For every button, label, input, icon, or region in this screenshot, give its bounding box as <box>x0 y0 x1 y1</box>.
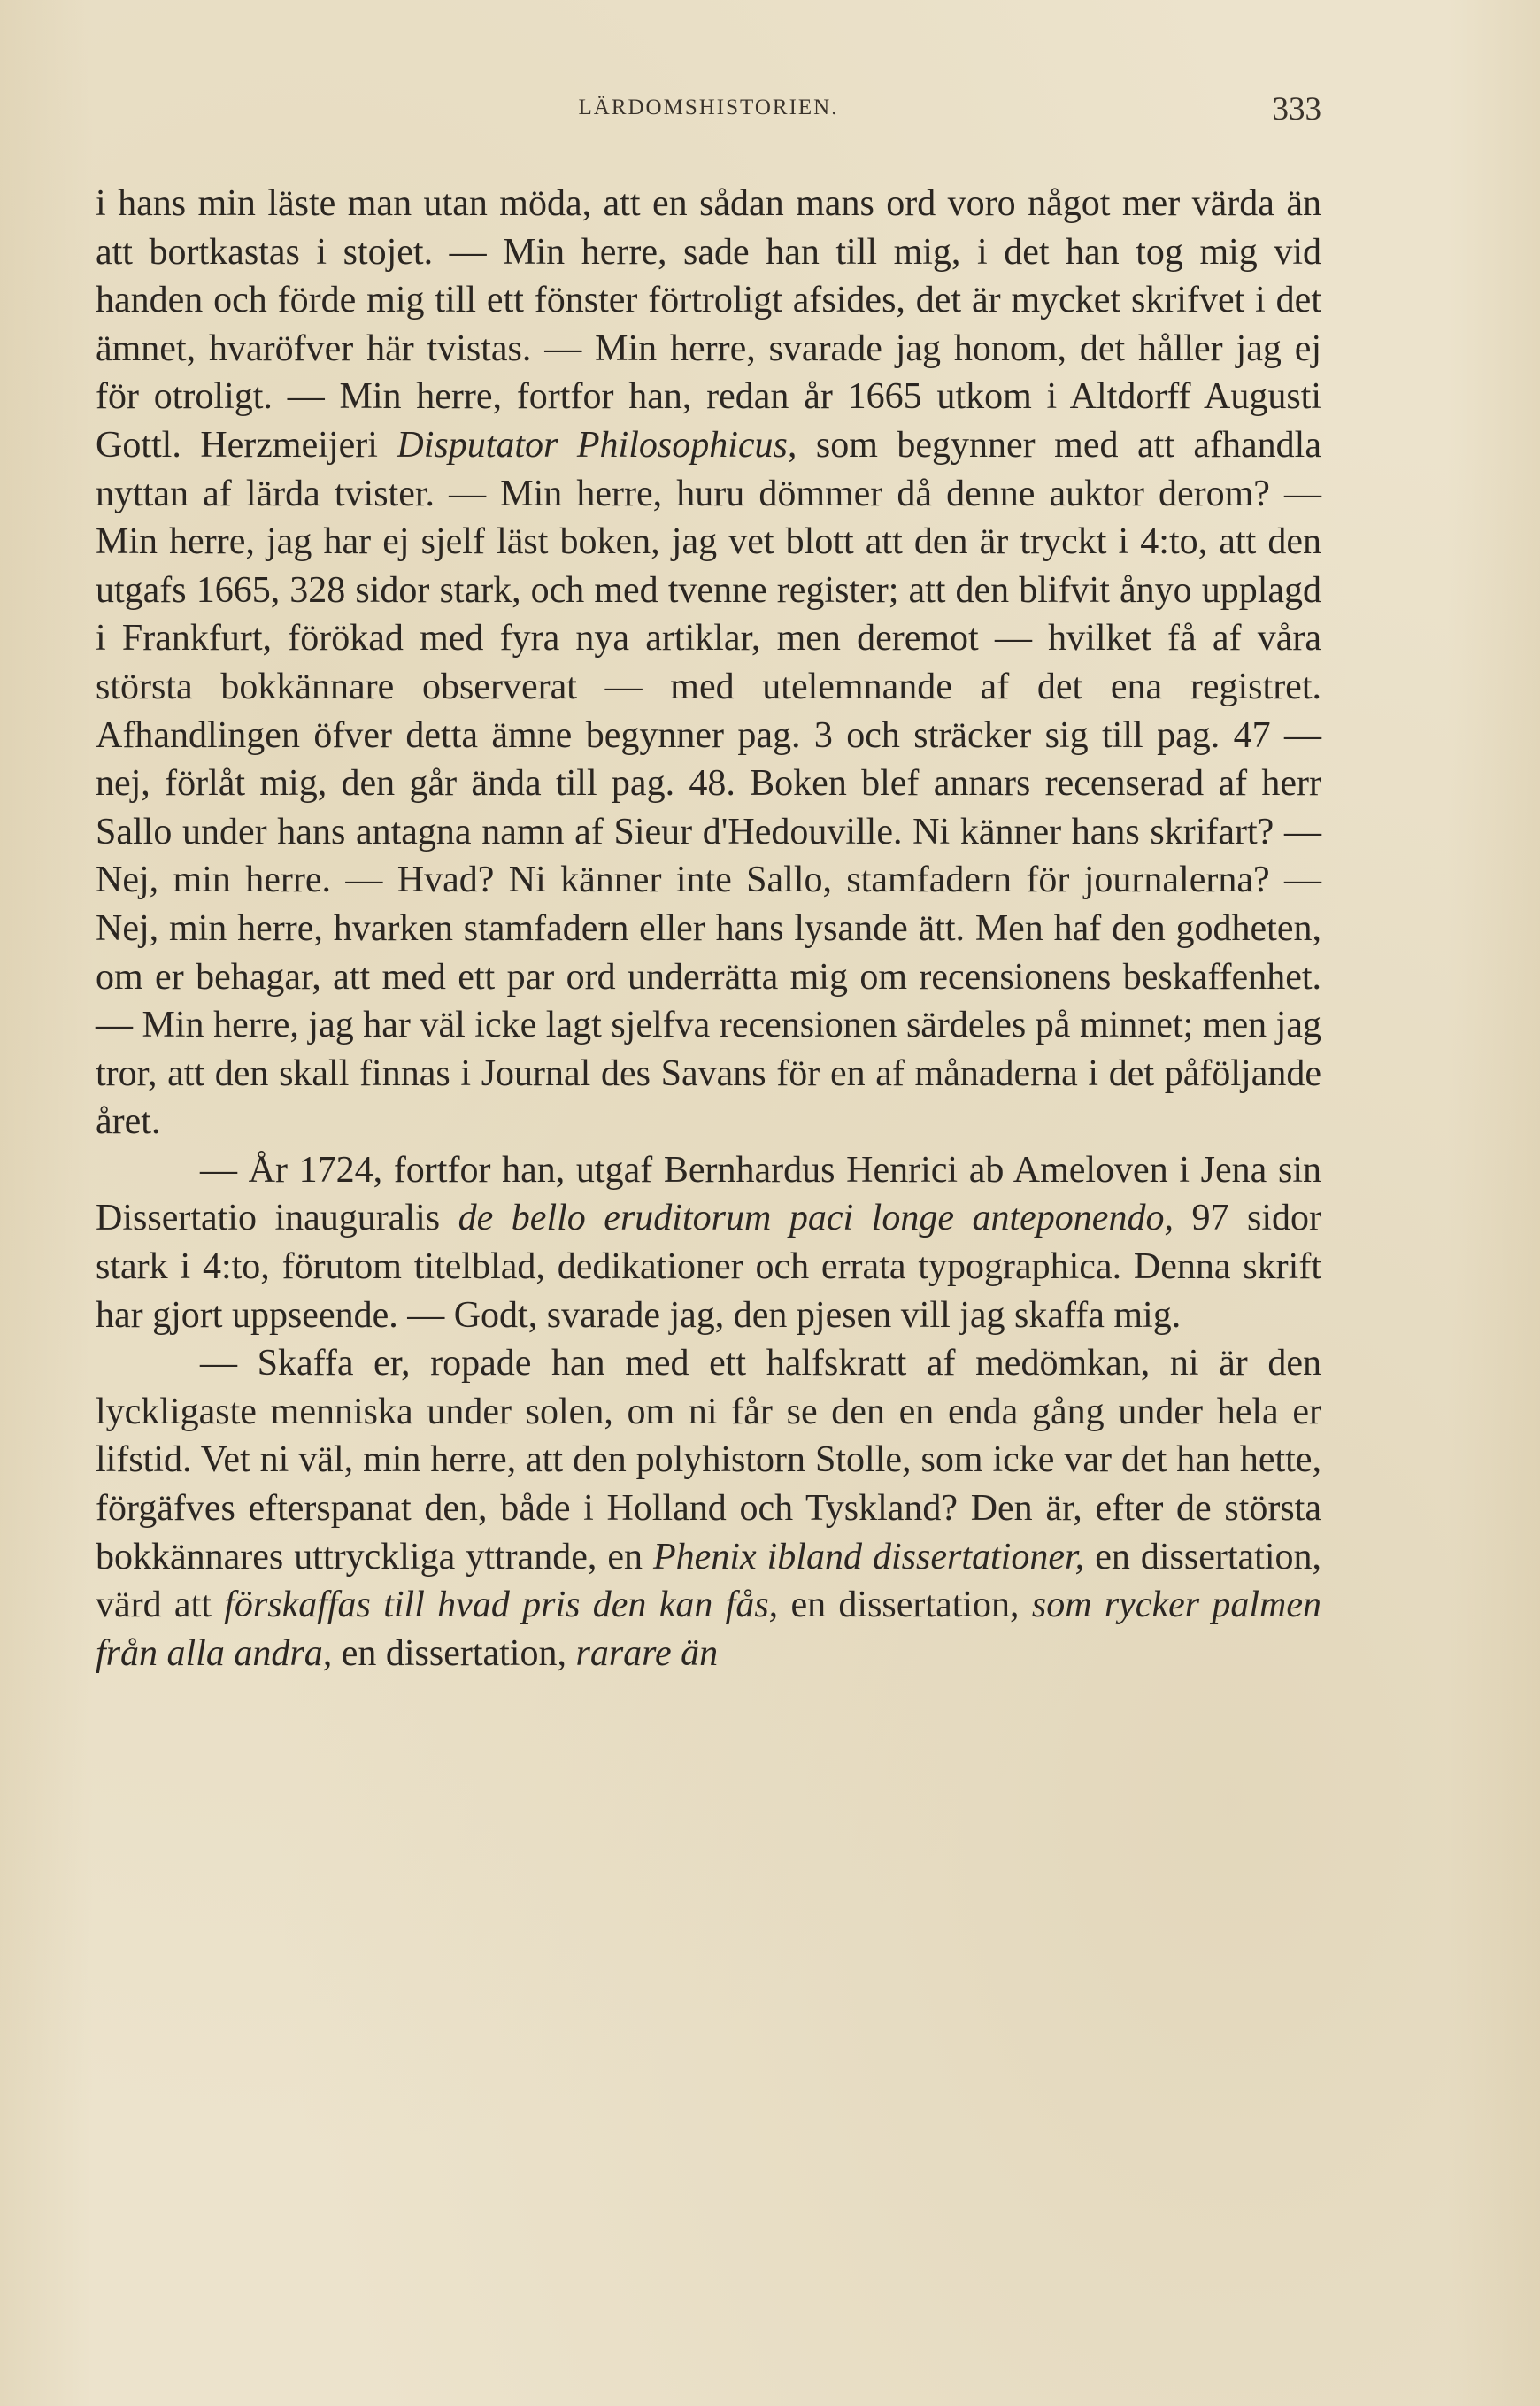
paragraph <box>96 1339 1321 1677</box>
text-run: en dissertation, <box>332 1632 576 1674</box>
italic-phrase: förskaffas till hvad pris den kan fås, <box>224 1585 779 1626</box>
text-run: 97 sidor stark i 4:to, förutom titelblad, dedikationer och errata typographica. Denna skrift har gjort uppseende. — Godt, svarade jag, den pjesen vill jag skaffa mig. <box>96 1198 1321 1336</box>
text-run: en dissertation, värd att <box>96 1536 1321 1626</box>
italic-phrase: rarare än <box>575 1632 719 1674</box>
italic-title: de bello eruditorum paci longe anteponendo, <box>458 1198 1174 1239</box>
page-header <box>96 90 1321 135</box>
text-run: i hans min läste man utan möda, att en sådan mans ord voro något mer värda än att bortkastas i stojet. — Min herre, sade han till mig, i det han tog mig vid handen och förde mig till ett fönster förtroligt afsides, det är mycket skrifvet i det ämnet, hvaröfver här tvistas. — Min herre, svarade jag honom, det håller jag ej för otroligt. — Min herre, fortfor han, redan år 1665 utkom i Altdorff Augusti Gottl. Herzmeijeri <box>96 183 1321 466</box>
text-run: som begynner med att afhandla nyttan af lärda tvister. — Min herre, huru dömmer då denne auktor derom? — Min herre, jag har ej sjelf läst boken, jag vet blott att den är tryckt i 4:to, att den utgafs 1665, 328 sidor stark, och med tvenne register; att den blifvit ånyo upplagd i Frankfurt, förökad med fyra nya artiklar, men deremot — hvilket få af våra största bokkännare observerat — med utelemnande af det ena registret. Afhandlingen öfver detta ämne begynner pag. 3 och sträcker sig till pag. 47 — nej, förlåt mig, den går ända till pag. 48. Boken blef annars recenserad af herr Sallo under hans antagna namn af Sieur d'Hedouville. Ni känner hans skrifart? — Nej, min herre. — Hvad? Ni känner inte Sallo, stamfadern för journalerna? — Nej, min herre, hvarken stamfadern eller hans lysande ätt. Men haf den godheten, om er behagar, att med ett par ord underrätta mig om recensionens beskaffenhet. — Min herre, jag har väl icke lagt sjelfva recensionen särdeles på minnet; men jag tror, att den skall finnas i Journal des Savans för en af månaderna i det påföljande året. <box>96 424 1321 1143</box>
text-run: en dissertation, <box>778 1585 1032 1626</box>
running-head: LÄRDOMSHISTORIEN. <box>578 96 839 120</box>
body-text <box>96 180 1321 1677</box>
italic-phrase: som rycker palmen från alla andra, <box>96 1585 1322 1674</box>
page-number: 333 <box>1272 91 1321 127</box>
paragraph <box>96 1146 1321 1339</box>
paragraph <box>96 180 1321 1146</box>
italic-phrase: Phenix ibland dissertationer, <box>653 1536 1085 1577</box>
text-run: — Skaffa er, ropade han med ett halfskratt af medömkan, ni är den lyckligaste menniska under solen, om ni får se den en enda gång under hela er lifstid. Vet ni väl, min herre, att den polyhistorn Stolle, som icke var det han hette, förgäfves efterspanat den, både i Holland och Tyskland? Den är, efter de största bokkännares uttryckliga yttrande, en <box>96 1343 1321 1577</box>
text-run: — År 1724, fortfor han, utgaf Bernhardus Henrici ab Ameloven i Jena sin Dissertatio inauguralis <box>96 1149 1321 1239</box>
italic-title: Disputator Philosophicus, <box>397 424 797 466</box>
